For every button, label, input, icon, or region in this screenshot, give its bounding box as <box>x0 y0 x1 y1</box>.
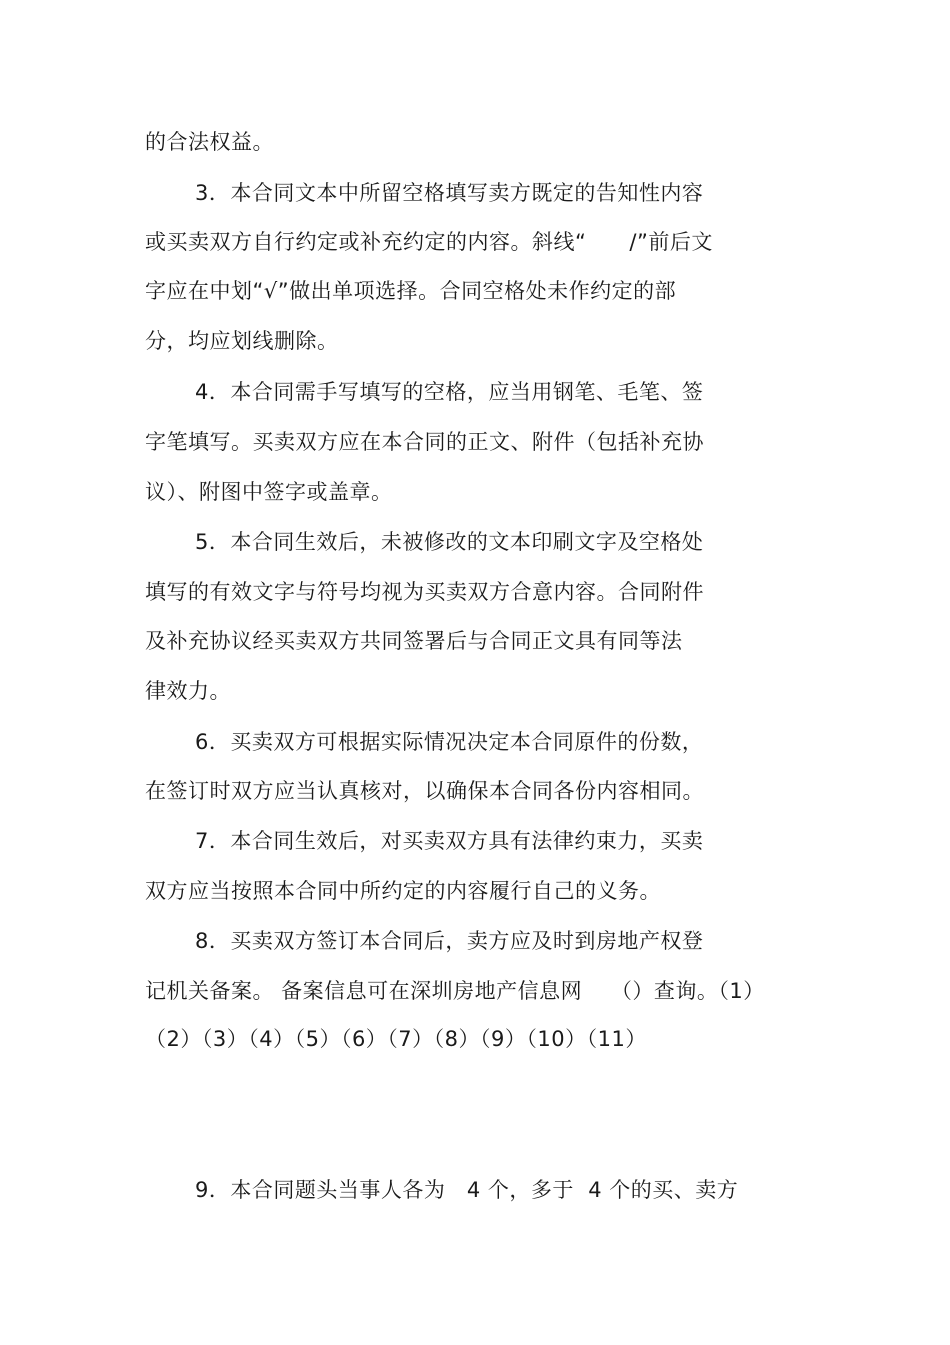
text-line: 字笔填写。买卖双方应在本合同的正文、附件（包括补充协 <box>145 430 704 454</box>
text-line: 分，均应划线删除。 <box>145 329 339 353</box>
text-line: 或买卖双方自行约定或补充约定的内容。斜线“ /”前后文 <box>145 230 713 254</box>
clause-9-line: 9．本合同题头当事人各为 4 个，多于 4 个的买、卖方 <box>195 1178 739 1202</box>
clause-3-line: 3．本合同文本中所留空格填写卖方既定的告知性内容 <box>195 181 704 205</box>
text-line: 在签订时双方应当认真核对，以确保本合同各份内容相同。 <box>145 779 704 803</box>
text-line: 记机关备案。 备案信息可在深圳房地产信息网 （）查询。（1） <box>145 979 765 1003</box>
text-line: （2）（3）（4）（5）（6）（7）（8）（9）（10）（11） <box>145 1027 647 1051</box>
clause-7-line: 7．本合同生效后，对买卖双方具有法律约束力，买卖 <box>195 829 704 853</box>
clause-5-line: 5．本合同生效后，未被修改的文本印刷文字及空格处 <box>195 530 704 554</box>
clause-8-line: 8．买卖双方签订本合同后，卖方应及时到房地产权登 <box>195 929 704 953</box>
text-line: 律效力。 <box>145 679 231 703</box>
text-line: 及补充协议经买卖双方共同签署后与合同正文具有同等法 <box>145 629 683 653</box>
text-line: 议）、附图中签字或盖章。 <box>145 480 393 504</box>
text-line: 双方应当按照本合同中所约定的内容履行自己的义务。 <box>145 879 661 903</box>
text-line: 的合法权益。 <box>145 130 274 154</box>
clause-4-line: 4．本合同需手写填写的空格，应当用钢笔、毛笔、签 <box>195 380 704 404</box>
text-line: 填写的有效文字与符号均视为买卖双方合意内容。合同附件 <box>145 580 704 604</box>
clause-6-line: 6．买卖双方可根据实际情况决定本合同原件的份数， <box>195 730 704 754</box>
text-line: 字应在中划“√”做出单项选择。合同空格处未作约定的部 <box>145 279 677 303</box>
